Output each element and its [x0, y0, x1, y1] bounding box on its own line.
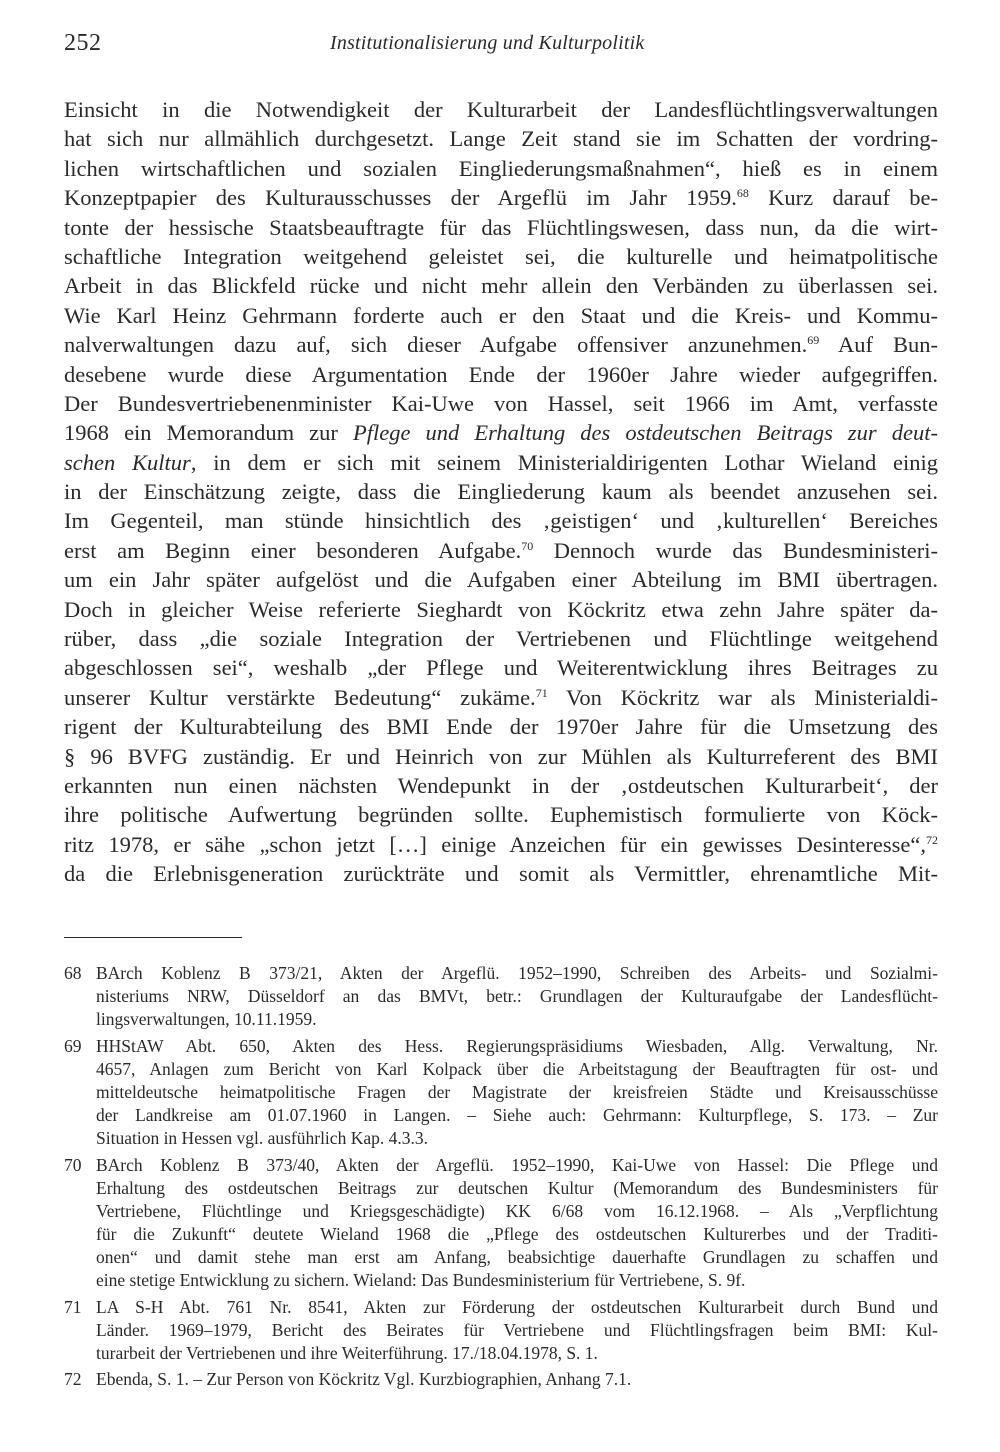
footnote-line: Erhaltung des ostdeutschen Beitrags zur deutschen Kultur (Memorandum des Bundesministers für — [96, 1177, 938, 1198]
text-line — [64, 830, 938, 859]
text-line: rigent der Kulturabteilung des BMI Ende der 1970er Jahre für die Umsetzung des — [64, 714, 938, 740]
text-line — [64, 536, 938, 565]
footnote-separator — [64, 937, 242, 938]
footnote-number: 70 — [64, 1154, 82, 1175]
text-line: Arbeit in das Blickfeld rücke und nicht mehr allein den Verbänden zu überlassen sei. — [64, 273, 938, 299]
footnote-line: Länder. 1969–1979, Bericht des Beirates für Vertriebene und Flüchtlingsfragen beim BMI: Kul- — [96, 1319, 938, 1340]
footnote-70 — [64, 1154, 938, 1293]
footnote-line: onen“ und damit stehe man erst am Anfang, beabsichtige dauerhafte Grundlagen zu schaffen und — [96, 1247, 938, 1268]
footnote-line: mitteldeutsche heimatpolitische Fragen der Magistrate der kreisfreien Städte und Kreisausschüsse — [96, 1081, 938, 1102]
italic-title: Pflege und Erhaltung des ostdeutschen Beitrags zur deut- — [352, 420, 938, 446]
text-segment: Auf Bun- — [819, 332, 939, 358]
main-text — [64, 95, 938, 889]
footnote-line: eine stetige Entwicklung zu sichern. Wieland: Das Bundesministerium für Vertriebene, S. 9f. — [96, 1270, 746, 1291]
text-line: Der Bundesvertriebenenminister Kai-Uwe von Hassel, seit 1966 im Amt, verfasste — [64, 390, 938, 416]
text-line: erkannten nun einen nächsten Wendepunkt in der ‚ostdeutschen Kulturarbeit‘, der — [64, 772, 938, 798]
text-line — [64, 183, 938, 212]
footnote-line: BArch Koblenz B 373/40, Akten der Argeflü. 1952–1990, Kai-Uwe von Hassel: Die Pflege und — [96, 1154, 938, 1175]
text-line: Im Gegenteil, man stünde hinsichtlich des ‚geistigen‘ und ‚kulturellen‘ Bereiches — [64, 508, 938, 534]
text-line: Einsicht in die Notwendigkeit der Kulturarbeit der Landesflüchtlingsverwaltungen — [64, 97, 938, 122]
footnote-line: Vertriebene, Flüchtlinge und Kriegsgeschädigte) KK 6/68 vom 16.12.1968. – Als „Verpflichtung — [96, 1200, 938, 1221]
footnote-ref-68[interactable]: 68 — [736, 186, 749, 201]
text-line: abgeschlossen sei“, weshalb „der Pflege und Weiterentwicklung ihres Beitrages zu — [64, 655, 938, 681]
text-segment: Von Köckritz war als Ministerialdi- — [547, 684, 939, 710]
text-segment: unserer Kultur verstärkte Bedeutung“ zukäme. — [64, 684, 536, 710]
footnote-number: 68 — [64, 963, 82, 983]
text-line: in der Einschätzung zeigte, dass die Eingliederung kaum als beendet anzusehen sei. — [64, 479, 938, 505]
footnote-68 — [64, 962, 938, 1032]
footnote-ref-72[interactable]: 72 — [926, 832, 938, 847]
running-head: Institutionalisierung und Kulturpolitik — [330, 32, 645, 54]
text-line: rüber, dass „die soziale Integration der Vertriebenen und Flüchtlinge weitgehend — [64, 626, 938, 652]
footnote-71 — [64, 1296, 938, 1366]
footnote-number: 72 — [64, 1369, 82, 1390]
footnote-line: turarbeit der Vertriebenen und ihre Weiterführung. 17./18.04.1978, S. 1. — [96, 1343, 598, 1363]
footnote-69 — [64, 1035, 938, 1151]
text-line — [64, 683, 938, 712]
footnote-line: Situation in Hessen vgl. ausführlich Kap. 4.3.3. — [96, 1128, 428, 1149]
footnote-line: der Landkreise am 01.07.1960 in Langen. – Siehe auch: Gehrmann: Kulturpflege, S. 173. – Zur — [96, 1105, 938, 1126]
text-line: hat sich nur allmählich durchgesetzt. Lange Zeit stand sie im Schatten der vordring- — [64, 126, 938, 152]
footnote-72 — [64, 1368, 938, 1391]
footnote-line: Ebenda, S. 1. – Zur Person von Köckritz Vgl. Kurzbiographien, Anhang 7.1. — [96, 1369, 632, 1390]
text-segment: ritz 1978, er sähe „schon jetzt […] einige Anzeichen für ein gewisses Desinteresse“, — [64, 831, 926, 857]
text-line: schaftliche Integration weitgehend geleistet sei, die kulturelle und heimatpolitische — [64, 243, 938, 269]
text-segment: 1968 ein Memorandum zur — [64, 420, 338, 446]
italic-title: schen Kultur — [64, 449, 191, 475]
text-line: ihre politische Aufwertung begründen sollte. Euphemistisch formulierte von Köck- — [64, 802, 938, 828]
footnote-line: 4657, Anlagen zum Bericht von Karl Kolpack über die Arbeitstagung der Beauftragten für ost- und — [96, 1058, 938, 1079]
text-segment: Konzeptpapier des Kulturausschusses der Argeflü im Jahr 1959. — [64, 185, 737, 211]
footnote-ref-71[interactable]: 71 — [535, 685, 548, 700]
text-line — [64, 330, 938, 359]
text-segment: Kurz darauf be- — [748, 185, 938, 211]
text-segment: Dennoch wurde das Bundesministeri- — [533, 537, 938, 563]
text-line: da die Erlebnisgeneration zurückträte und somit als Vermittler, ehrenamtliche Mit- — [64, 861, 938, 887]
text-segment: erst am Beginn einer besonderen Aufgabe. — [64, 537, 522, 563]
footnote-line: HHStAW Abt. 650, Akten des Hess. Regierungspräsidiums Wiesbaden, Allg. Verwaltung, Nr. — [96, 1035, 938, 1056]
text-line: um ein Jahr später aufgelöst und die Aufgaben einer Abteilung im BMI übertragen. — [64, 567, 938, 593]
text-line — [64, 418, 938, 447]
footnote-line: BArch Koblenz B 373/21, Akten der Argeflü. 1952–1990, Schreiben des Arbeits- und Sozialmi- — [96, 963, 938, 983]
text-line: lichen wirtschaftlichen und sozialen Eingliederungsmaßnahmen“, hieß es in einem — [64, 155, 938, 181]
footnote-line: LA S-H Abt. 761 Nr. 8541, Akten zur Förderung der ostdeutschen Kulturarbeit durch Bund und — [96, 1296, 938, 1317]
footnote-ref-70[interactable]: 70 — [521, 538, 534, 553]
footnote-line: lingsverwaltungen, 10.11.1959. — [96, 1009, 317, 1030]
footnotes — [64, 962, 938, 1394]
footnote-line: für die Zukunft“ deutete Wieland 1968 die „Pflege des ostdeutschen Kulturerbes und der Traditi- — [96, 1224, 938, 1245]
text-segment: nalverwaltungen dazu auf, sich dieser Aufgabe offensiver anzunehmen. — [64, 332, 808, 358]
text-line: Doch in gleicher Weise referierte Sieghardt von Köckritz etwa zehn Jahre später da- — [64, 596, 938, 622]
text-line: tonte der hessische Staatsbeauftragte für das Flüchtlingswesen, dass nun, da die wirt- — [64, 214, 938, 240]
footnote-line: nisteriums NRW, Düsseldorf an das BMVt, betr.: Grundlagen der Kulturaufgabe der Landesflücht- — [96, 986, 938, 1007]
text-segment: , in dem er sich mit seinem Ministerialdirigenten Lothar Wieland einig — [190, 449, 938, 475]
text-line: Wie Karl Heinz Gehrmann forderte auch er den Staat und die Kreis- und Kommu- — [64, 302, 938, 328]
footnote-ref-69[interactable]: 69 — [807, 333, 820, 348]
page-number: 252 — [64, 30, 102, 56]
text-line: § 96 BVFG zuständig. Er und Heinrich von zur Mühlen als Kulturreferent des BMI — [64, 743, 938, 769]
text-line — [64, 448, 938, 477]
text-line: desebene wurde diese Argumentation Ende der 1960er Jahre wieder aufgegriffen. — [64, 361, 938, 387]
footnote-number: 69 — [64, 1035, 82, 1056]
footnote-number: 71 — [64, 1296, 82, 1317]
